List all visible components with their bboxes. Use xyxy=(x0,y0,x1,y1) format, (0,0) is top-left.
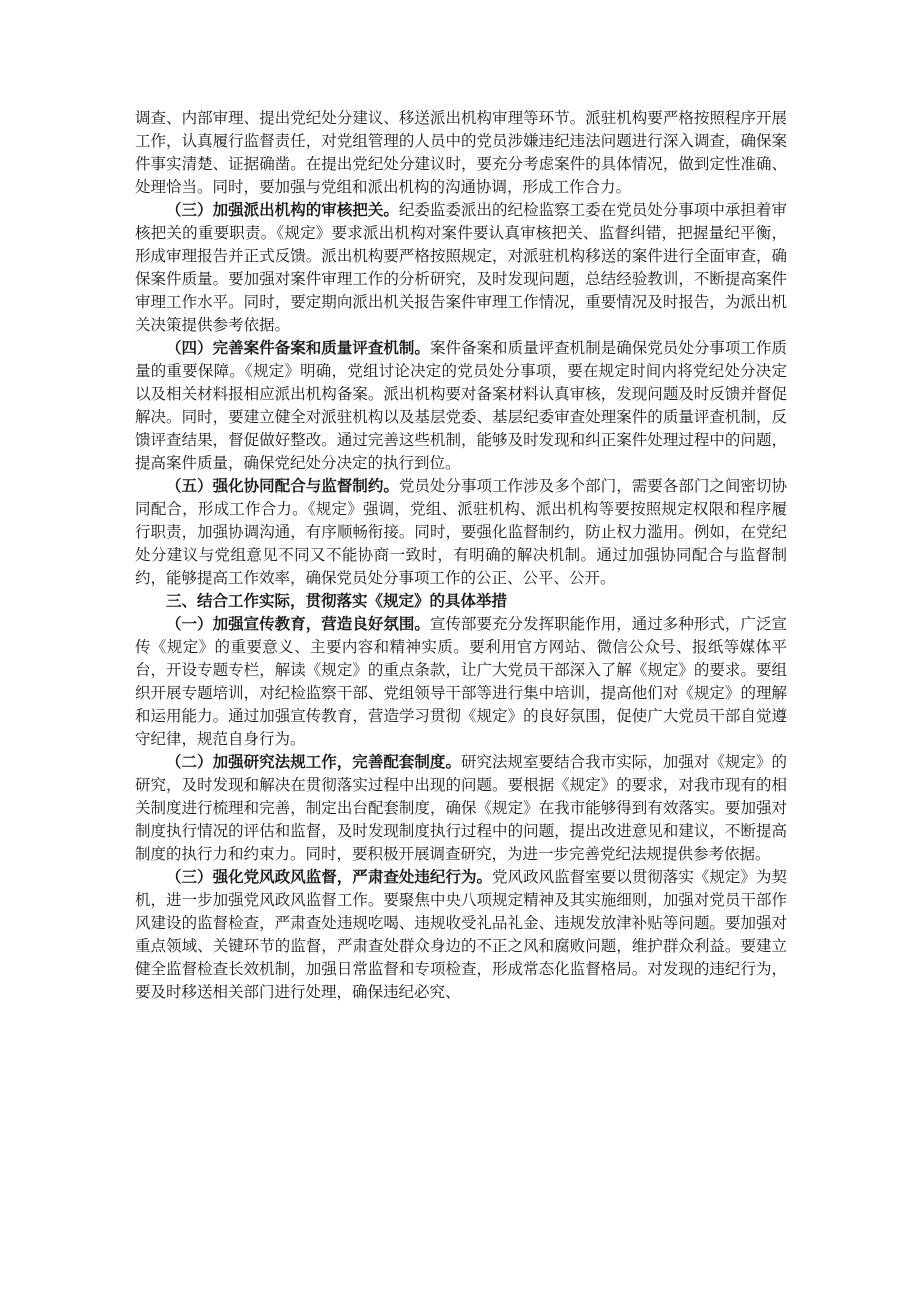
measure-text: 研究法规室要结合我市实际，加强对《规定》的研究，及时发现和解决在贯彻落实过程中出现的问题。要根据《规定》的要求，对我市现有的相关制度进行梳理和完善，制定出台配套制度，确保《规定》在我市能够得到有效落实。要加强对制度执行情况的评估和监督，及时发现制度执行过程中的问题，提出改进意见和建议，不断提高制度的执行力和约束力。同时，要积极开展调查研究，为进一步完善党纪法规提供参考依据。 xyxy=(135,753,787,863)
paragraph-continued xyxy=(135,107,787,199)
paragraph-text: 党员处分事项工作涉及多个部门，需要各部门之间密切协同配合，形成工作合力。《规定》强调，党组、派驻机构、派出机构等要按照规定权限和程序履行职责，加强协调沟通，有序顺畅衔接。同时，要强化监督制约，防止权力滥用。例如，在党纪处分建议与党组意见不同又不能协商一致时，有明确的解决机制。通过加强协同配合与监督制约，能够提高工作效率，确保党员处分事项工作的公正、公平、公开。 xyxy=(135,477,787,587)
paragraph-item-five xyxy=(135,475,787,590)
measure-text: 宣传部要充分发挥职能作用，通过多种形式，广泛宣传《规定》的重要意义、主要内容和精神实质。要利用官方网站、微信公众号、报纸等媒体平台，开设专题专栏，解读《规定》的重点条款，让广大党员干部深入了解《规定》的要求。要组织开展专题培训，对纪检监察干部、党组领导干部等进行集中培训，提高他们对《规定》的理解和运用能力。通过加强宣传教育，营造学习贯彻《规定》的良好氛围，促使广大党员干部自觉遵守纪律，规范自身行为。 xyxy=(135,615,787,748)
measure-text: 党风政风监督室要以贯彻落实《规定》为契机，进一步加强党风政风监督工作。要聚焦中央八项规定精神及其实施细则，加强对党员干部作风建设的监督检查，严肃查处违规吃喝、违规收受礼品礼金、违规发放津补贴等问题。要加强对重点领域、关键环节的监督，严肃查处群众身边的不正之风和腐败问题，维护群众利益。要建立健全监督检查长效机制，加强日常监督和专项检查，形成常态化监督格局。对发现的违纪行为，要及时移送相关部门进行处理，确保违纪必究、 xyxy=(135,868,787,1001)
paragraph-item-three xyxy=(135,199,787,337)
measure-lead: （三）强化党风政风监督，严肃查处违纪行为。 xyxy=(166,868,493,886)
measure-lead: （一）加强宣传教育，营造良好氛围。 xyxy=(166,615,430,633)
paragraph-text: 案件备案和质量评查机制是确保党员处分事项工作质量的重要保障。《规定》明确，党组讨论决定的党员处分事项，要在规定时间内将党纪处分决定以及相关材料报相应派出机构备案。派出机构要对备案材料认真审核，发现问题及时反馈并督促解决。同时，要建立健全对派驻机构以及基层党委、基层纪委审查处理案件的质量评查机制，反馈评查结果，督促做好整改。通过完善这些机制，能够及时发现和纠正案件处理过程中的问题，提高案件质量，确保党纪处分决定的执行到位。 xyxy=(135,339,787,472)
measure-lead: （二）加强研究法规工作，完善配套制度。 xyxy=(166,753,461,771)
measure-item-three xyxy=(135,866,787,1004)
measure-item-one xyxy=(135,613,787,751)
paragraph-text: 调查、内部审理、提出党纪处分建议、移送派出机构审理等环节。派驻机构要严格按照程序开展工作，认真履行监督责任，对党组管理的人员中的党员涉嫌违纪违法问题进行深入调查，确保案件事实清楚、证据确凿。在提出党纪处分建议时，要充分考虑案件的具体情况，做到定性准确、处理恰当。同时，要加强与党组和派出机构的沟通协调，形成工作合力。 xyxy=(135,109,787,196)
paragraph-text: 纪委监委派出的纪检监察工委在党员处分事项中承担着审核把关的重要职责。《规定》要求派出机构对案件要认真审核把关、监督纠错，把握量纪平衡，形成审理报告并正式反馈。派出机构要严格按照规定，对派驻机构移送的案件进行全面审查，确保案件质量。要加强对案件审理工作的分析研究，及时发现问题，总结经验教训，不断提高案件审理工作水平。同时，要定期向派出机关报告案件审理工作情况，重要情况及时报告，为派出机关决策提供参考依据。 xyxy=(135,201,787,334)
section-heading: 三、结合工作实际，贯彻落实《规定》的具体举措 xyxy=(166,592,508,610)
paragraph-lead: （三）加强派出机构的审核把关。 xyxy=(166,201,399,219)
measure-item-two xyxy=(135,751,787,866)
paragraph-item-four xyxy=(135,337,787,475)
paragraph-lead: （五）强化协同配合与监督制约。 xyxy=(166,477,399,495)
paragraph-lead: （四）完善案件备案和质量评查机制。 xyxy=(166,339,430,357)
document-page xyxy=(135,107,787,1004)
